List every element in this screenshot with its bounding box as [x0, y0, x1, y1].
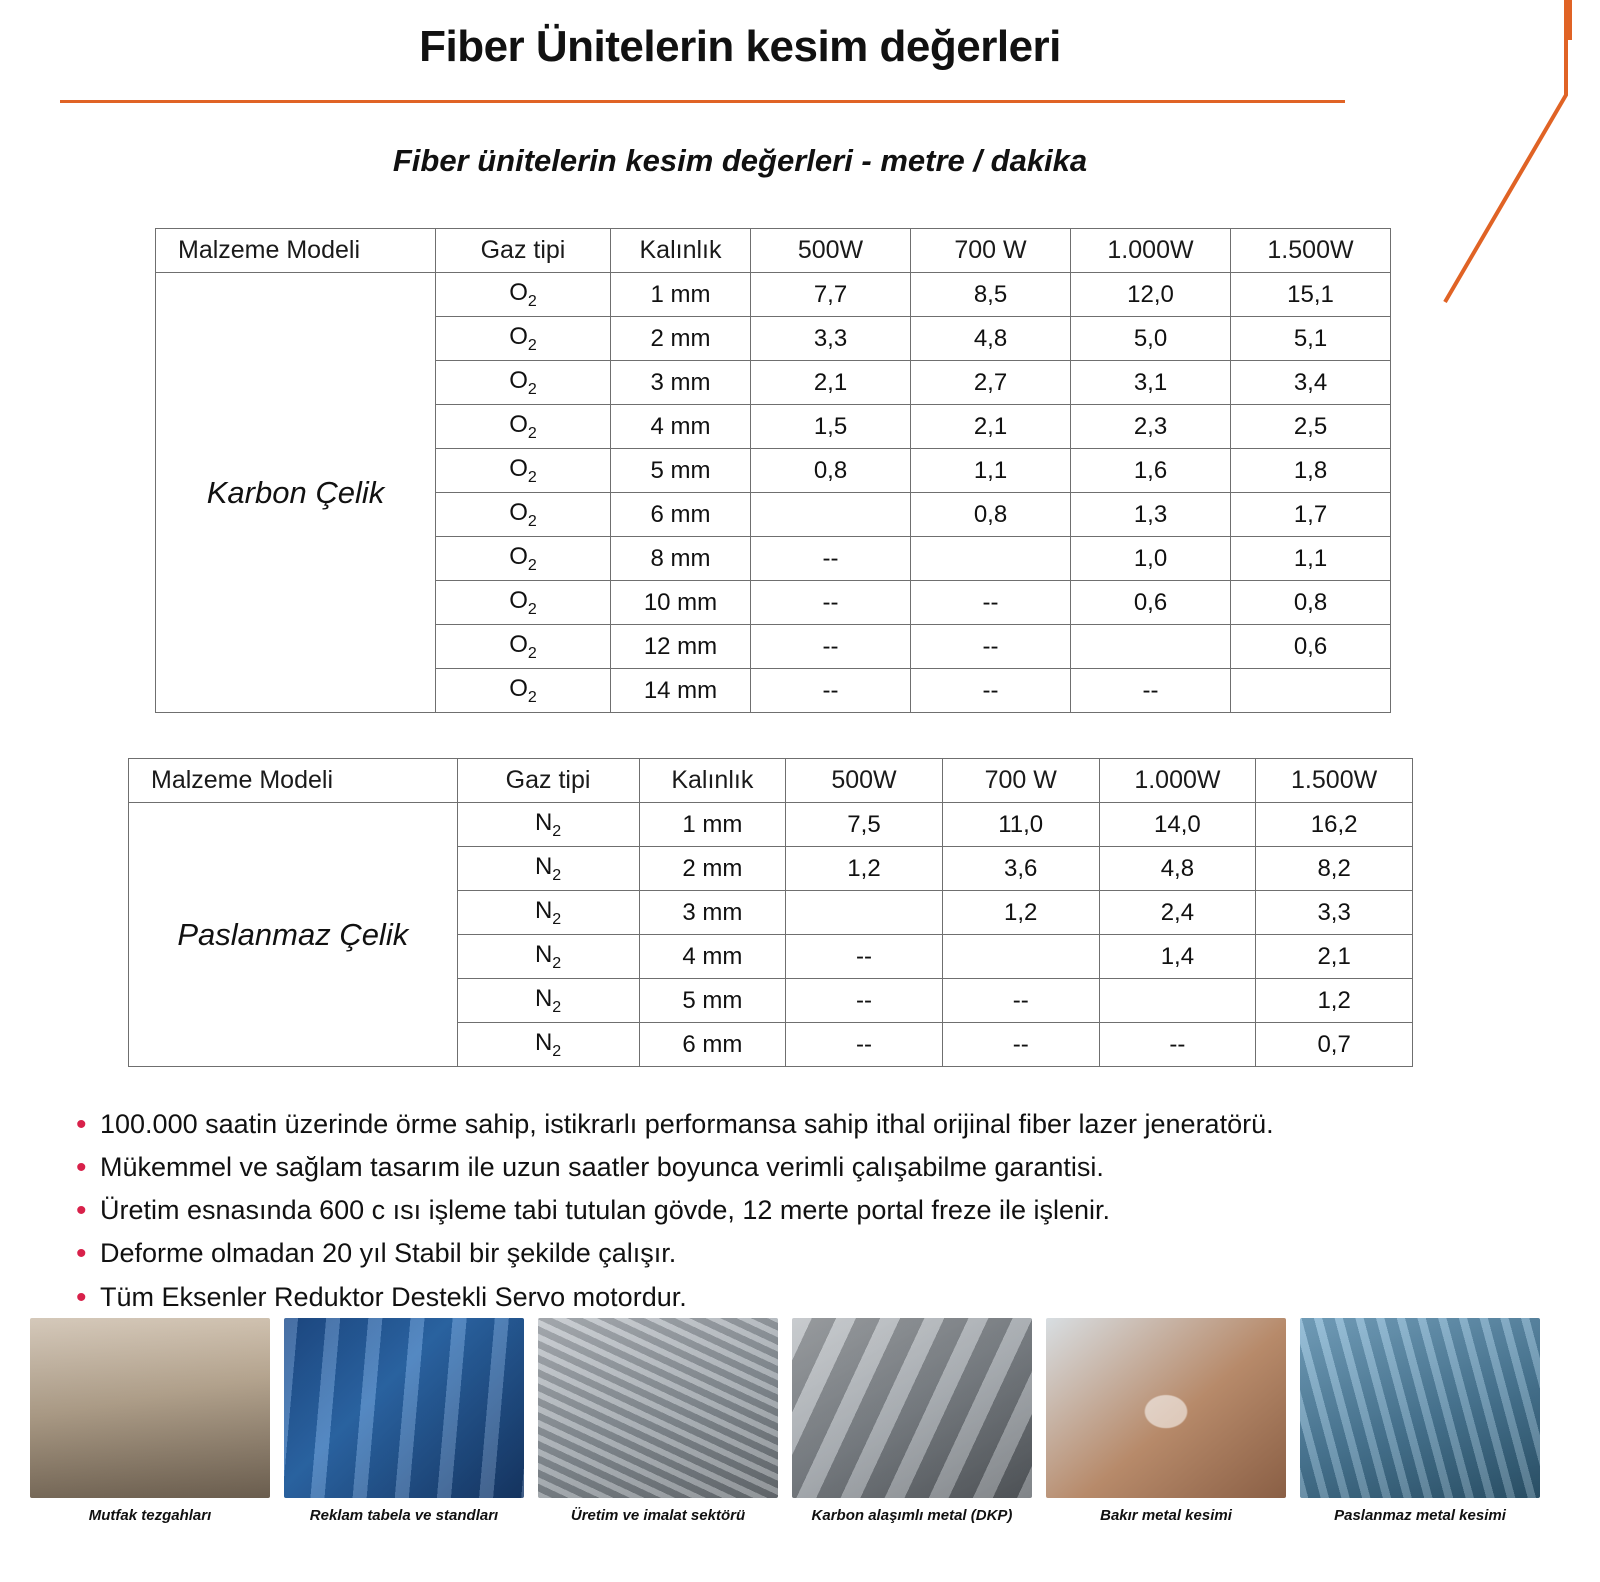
speed-value-cell: --	[786, 1023, 943, 1067]
column-header: 1.000W	[1071, 229, 1231, 273]
gas-type-cell: $N_2$	[457, 935, 639, 979]
speed-value-cell: 15,1	[1231, 273, 1391, 317]
column-header: Kalınlık	[639, 759, 786, 803]
speed-value-cell: 2,7	[911, 361, 1071, 405]
speed-value-cell: 3,1	[1071, 361, 1231, 405]
speed-value-cell: 7,5	[786, 803, 943, 847]
column-header: Gaz tipi	[457, 759, 639, 803]
speed-value-cell: --	[942, 1023, 1099, 1067]
thickness-cell: 3 mm	[639, 891, 786, 935]
manufacturing-parts-photo	[538, 1318, 778, 1498]
speed-value-cell: 1,3	[1071, 493, 1231, 537]
page-title: Fiber Ünitelerin kesim değerleri	[419, 22, 1061, 71]
column-header: 1.500W	[1256, 759, 1413, 803]
column-header: 500W	[751, 229, 911, 273]
gas-type-cell: $O_2$	[436, 405, 611, 449]
speed-value-cell: <0,5	[786, 891, 943, 935]
thumb-shape-overlay	[792, 1318, 1032, 1498]
speed-value-cell: <0,5	[942, 935, 1099, 979]
table-row	[156, 273, 1391, 317]
speed-value-cell: 16,2	[1256, 803, 1413, 847]
column-header: Gaz tipi	[436, 229, 611, 273]
gas-type-cell: $N_2$	[457, 979, 639, 1023]
thickness-cell: 14 mm	[611, 669, 751, 713]
speed-value-cell: --	[911, 581, 1071, 625]
gas-type-cell: $O_2$	[436, 361, 611, 405]
speed-value-cell: 2,1	[911, 405, 1071, 449]
speed-value-cell: --	[911, 669, 1071, 713]
speed-value-cell: 0,6	[1231, 625, 1391, 669]
feature-bullet-list	[70, 1105, 1550, 1321]
speed-value-cell: --	[1099, 1023, 1256, 1067]
material-name-cell: Paslanmaz Çelik	[129, 803, 458, 1067]
speed-value-cell: 3,3	[751, 317, 911, 361]
speed-value-cell: 1,1	[911, 449, 1071, 493]
speed-value-cell: 0,6	[1071, 581, 1231, 625]
speed-value-cell: 8,5	[911, 273, 1071, 317]
speed-value-cell: <0,5	[1071, 625, 1231, 669]
speed-value-cell: 14,0	[1099, 803, 1256, 847]
speed-value-cell: 4,8	[911, 317, 1071, 361]
gallery-caption: Karbon alaşımlı metal (DKP)	[811, 1507, 1013, 1524]
kitchen-counter-photo	[30, 1318, 270, 1498]
page-subtitle: Fiber ünitelerin kesim değerleri - metre / dakika	[392, 143, 1088, 178]
gallery-item	[284, 1318, 524, 1524]
thickness-cell: 1 mm	[611, 273, 751, 317]
feature-bullet: • Tüm Eksenler Reduktor Destekli Servo motordur.	[70, 1278, 1550, 1317]
thickness-cell: 2 mm	[639, 847, 786, 891]
column-header: 500W	[786, 759, 943, 803]
speed-value-cell: 8,2	[1256, 847, 1413, 891]
gallery-item	[792, 1318, 1032, 1524]
material-name-cell: Karbon Çelik	[156, 273, 436, 713]
gas-type-cell: $N_2$	[457, 1023, 639, 1067]
copper-metal-cut-photo	[1046, 1318, 1286, 1498]
gas-type-cell: $O_2$	[436, 493, 611, 537]
feature-bullet: • Mükemmel ve sağlam tasarım ile uzun saatler boyunca verimli çalışabilme garantisi.	[70, 1148, 1550, 1187]
gallery-caption: Üretim ve imalat sektörü	[570, 1507, 746, 1524]
speed-value-cell: 2,1	[751, 361, 911, 405]
speed-value-cell: 0,8	[1231, 581, 1391, 625]
table-karbon-celik	[155, 228, 1391, 713]
thickness-cell: 4 mm	[611, 405, 751, 449]
thickness-cell: 4 mm	[639, 935, 786, 979]
speed-value-cell: <0,5	[1099, 979, 1256, 1023]
thumb-shape-overlay	[1300, 1318, 1540, 1498]
table-row	[129, 803, 1413, 847]
speed-value-cell: 1,6	[1071, 449, 1231, 493]
gas-type-cell: $N_2$	[457, 803, 639, 847]
speed-value-cell: 2,5	[1231, 405, 1391, 449]
thumb-shape-overlay	[1046, 1318, 1286, 1498]
speed-value-cell: --	[786, 979, 943, 1023]
speed-value-cell: 1,1	[1231, 537, 1391, 581]
feature-bullet: • Üretim esnasında 600 c ısı işleme tabi tutulan gövde, 12 merte portal freze ile işlenir.	[70, 1191, 1550, 1230]
gas-type-cell: $O_2$	[436, 317, 611, 361]
feature-bullet: • Deforme olmadan 20 yıl Stabil bir şekilde çalışır.	[70, 1234, 1550, 1273]
speed-value-cell: 1,2	[942, 891, 1099, 935]
speed-value-cell: 1,0	[1071, 537, 1231, 581]
thumb-shape-overlay	[30, 1318, 270, 1498]
image-gallery	[30, 1318, 1580, 1524]
speed-value-cell: 1,4	[1099, 935, 1256, 979]
speed-value-cell: 3,3	[1256, 891, 1413, 935]
speed-value-cell: 2,3	[1071, 405, 1231, 449]
gas-type-cell: $O_2$	[436, 273, 611, 317]
speed-value-cell: 2,1	[1256, 935, 1413, 979]
thickness-cell: 5 mm	[639, 979, 786, 1023]
thickness-cell: 12 mm	[611, 625, 751, 669]
speed-value-cell: --	[1071, 669, 1231, 713]
column-header: 700 W	[911, 229, 1071, 273]
speed-value-cell: 1,8	[1231, 449, 1391, 493]
speed-value-cell: 3,6	[942, 847, 1099, 891]
speed-value-cell: <0,5	[751, 493, 911, 537]
speed-value-cell: 1,7	[1231, 493, 1391, 537]
speed-value-cell: 11,0	[942, 803, 1099, 847]
title-divider	[60, 100, 1345, 103]
speed-value-cell: 2,4	[1099, 891, 1256, 935]
gallery-caption: Reklam tabela ve standları	[309, 1507, 499, 1524]
thickness-cell: 5 mm	[611, 449, 751, 493]
table-paslanmaz-celik	[128, 758, 1413, 1067]
speed-value-cell: 12,0	[1071, 273, 1231, 317]
table-header-row	[129, 759, 1413, 803]
speed-value-cell: 1,2	[786, 847, 943, 891]
column-header: 700 W	[942, 759, 1099, 803]
gallery-item	[538, 1318, 778, 1524]
gallery-item	[30, 1318, 270, 1524]
advertising-signage-photo	[284, 1318, 524, 1498]
column-header: Malzeme Modeli	[156, 229, 436, 273]
thickness-cell: 2 mm	[611, 317, 751, 361]
gallery-caption: Bakır metal kesimi	[1100, 1507, 1232, 1524]
column-header: Kalınlık	[611, 229, 751, 273]
speed-value-cell: <0,5	[911, 537, 1071, 581]
speed-value-cell: 4,8	[1099, 847, 1256, 891]
speed-value-cell: 0,8	[911, 493, 1071, 537]
speed-value-cell: --	[911, 625, 1071, 669]
table-header-row	[156, 229, 1391, 273]
gas-type-cell: $O_2$	[436, 537, 611, 581]
stainless-eagle-sculpture-photo	[1300, 1318, 1540, 1498]
speed-value-cell: <0,5	[1231, 669, 1391, 713]
gas-type-cell: $O_2$	[436, 625, 611, 669]
gas-type-cell: $O_2$	[436, 669, 611, 713]
gas-type-cell: $O_2$	[436, 449, 611, 493]
speed-value-cell: 1,2	[1256, 979, 1413, 1023]
gas-type-cell: $N_2$	[457, 891, 639, 935]
carbon-alloy-metal-photo	[792, 1318, 1032, 1498]
speed-value-cell: --	[942, 979, 1099, 1023]
gallery-caption: Paslanmaz metal kesimi	[1334, 1507, 1506, 1524]
feature-bullet: • 100.000 saatin üzerinde örme sahip, istikrarlı performansa sahip ithal orijinal fiber lazer jeneratörü.	[70, 1105, 1550, 1144]
column-header: 1.500W	[1231, 229, 1391, 273]
gallery-caption: Mutfak tezgahları	[88, 1507, 212, 1524]
speed-value-cell: 5,0	[1071, 317, 1231, 361]
thumb-shape-overlay	[284, 1318, 524, 1498]
gallery-item	[1046, 1318, 1286, 1524]
speed-value-cell: 7,7	[751, 273, 911, 317]
speed-value-cell: 3,4	[1231, 361, 1391, 405]
thickness-cell: 6 mm	[611, 493, 751, 537]
speed-value-cell: --	[786, 935, 943, 979]
thickness-cell: 1 mm	[639, 803, 786, 847]
gas-type-cell: $N_2$	[457, 847, 639, 891]
thickness-cell: 8 mm	[611, 537, 751, 581]
speed-value-cell: --	[751, 625, 911, 669]
thumb-shape-overlay	[538, 1318, 778, 1498]
column-header: 1.000W	[1099, 759, 1256, 803]
speed-value-cell: 0,8	[751, 449, 911, 493]
speed-value-cell: 5,1	[1231, 317, 1391, 361]
column-header: Malzeme Modeli	[129, 759, 458, 803]
speed-value-cell: 0,7	[1256, 1023, 1413, 1067]
speed-value-cell: --	[751, 537, 911, 581]
speed-value-cell: --	[751, 581, 911, 625]
gas-type-cell: $O_2$	[436, 581, 611, 625]
thickness-cell: 10 mm	[611, 581, 751, 625]
speed-value-cell: --	[751, 669, 911, 713]
thickness-cell: 6 mm	[639, 1023, 786, 1067]
gallery-item	[1300, 1318, 1540, 1524]
speed-value-cell: 1,5	[751, 405, 911, 449]
thickness-cell: 3 mm	[611, 361, 751, 405]
